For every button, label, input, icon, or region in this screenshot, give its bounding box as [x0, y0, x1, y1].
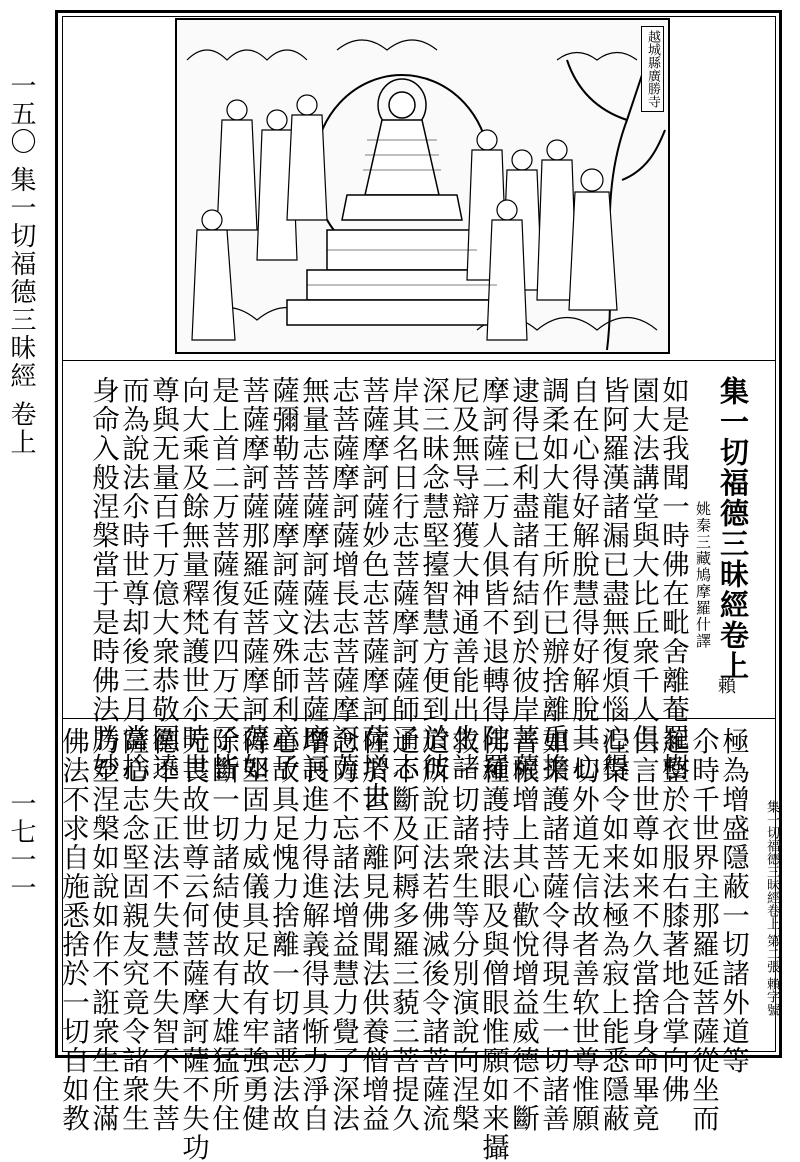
sutra-lower-panel: [57, 727, 749, 1162]
sutra-title: 集一切福德三昧經卷上: [716, 376, 750, 681]
text-column: 念力不忘諸法增益慧力覺了深法: [327, 727, 359, 1133]
margin-title: 一五〇 集一切福德三昧經 卷上: [6, 72, 36, 457]
text-column: 皆阿羅漢諸漏已盡無復煩惱心得: [597, 376, 629, 782]
text-column: 善根增上其心歡悅增益威德不斷: [507, 727, 539, 1133]
translator-credit: 姚秦三藏鳩摩羅什譯: [694, 501, 712, 650]
text-column: 涅槃令如来法極為寂上能悉隱蔽: [597, 727, 629, 1133]
text-column: 乃至涅槃如說如作不誑衆生住滿: [87, 727, 119, 1133]
text-column: 德不失正法不失慧不失智不失菩: [147, 727, 179, 1133]
text-column: 尒時千世界主那羅延菩薩從坐而: [687, 727, 719, 1133]
divider-upper: [63, 360, 775, 361]
text-column: 岸其名日行志菩薩摩訶薩師子志: [387, 376, 419, 782]
text-column: 如是我聞一時佛在毗舍離菴羅樹: [657, 376, 689, 782]
text-column: 無量志菩薩摩訶薩法志菩薩摩訶: [297, 376, 329, 782]
text-column: 園大法講堂與大比丘衆千人俱: [627, 376, 659, 753]
text-column: 是上首二万菩薩復有四万天子皆: [207, 376, 239, 782]
volume-mark: 賴: [718, 676, 736, 697]
text-column: 救一切諸衆生等分別演說向涅槃: [447, 727, 479, 1133]
text-column: 菩薩摩訶薩妙色志菩薩摩訶薩增去: [357, 376, 389, 811]
text-column: 佛法不求自施悉捨於一切自如教: [57, 727, 89, 1133]
text-column: 通不斷及阿耨多羅三藐三菩提久: [387, 727, 419, 1133]
text-column: 自在心得好解脫慧得好解脫其心: [567, 376, 599, 782]
text-column: 得堅固力威儀具足故有牢強勇健: [237, 727, 269, 1133]
text-column: 志菩薩摩訶薩增長志菩薩摩訶薩: [327, 376, 359, 782]
text-column: 增長進力得進解義得具惭力淨自: [297, 727, 329, 1133]
buddha-assembly-icon: [177, 20, 668, 352]
text-column: 摩訶薩二万人俱皆不退轉得陀羅: [477, 376, 509, 782]
text-column: 道所說正法若佛滅後令諸菩薩流: [417, 727, 449, 1133]
text-column: 薩彌勒菩薩摩訶薩文殊師利童子: [267, 376, 299, 782]
text-column: 起整於衣服右膝著地合掌向佛: [657, 727, 689, 1104]
text-column: 除斷一切諸結使故有大雄猛所住: [207, 727, 239, 1133]
text-column: 住於世不離見佛聞法供養僧增益: [357, 727, 389, 1133]
margin-page-number: 一七一一: [6, 790, 36, 902]
text-column: 向大乘及餘無量釋梵護世尒時世: [177, 376, 209, 782]
sutra-upper-panel: [87, 376, 750, 811]
text-column: 調柔如大龍王所作已辦捨離重擔: [537, 376, 569, 782]
text-column: 如来護諸菩薩令得現生一切諸善: [537, 727, 569, 1133]
text-column: 一切外道无信故者善软世尊惟願: [567, 727, 599, 1133]
woodcut-illustration: [175, 18, 670, 354]
text-column: 身命入般涅槃當于是時佛法勝妙: [87, 376, 119, 782]
text-column: 菩薩摩訶薩那羅延菩薩摩訶薩如: [237, 376, 269, 782]
text-column: 極為增盛隱蔽一切諸外道等: [717, 727, 749, 1075]
text-column: 无畏故世尊云何菩薩摩訶薩不失功: [177, 727, 209, 1162]
text-column: 尊與无量百千万億大衆恭敬圍遶: [147, 376, 179, 782]
text-column: 佛種護持法眼及與僧眼惟願如来攝: [477, 727, 509, 1162]
sheet-sidenote: 集一切福德三昧經卷上 第二張 賴字號: [764, 800, 779, 1017]
text-column: 心故具足愧力捨離一切諸恶法故: [267, 727, 299, 1133]
text-column: 薩心志念堅固親友究竟令諸衆生: [117, 727, 149, 1133]
text-column: 尼及無导辯獲大神通善能出生諸: [447, 376, 479, 782]
text-column: 而為說法尒時世尊却後三月當捨: [117, 376, 149, 782]
temple-inscription: 越城縣廣勝寺: [641, 26, 664, 112]
text-column: 逮得已利盡諸有結到於彼岸菩薩: [507, 376, 539, 782]
text-column: 深三昧念慧堅擡智慧方便到於彼: [417, 376, 449, 782]
text-column: 白言世尊如来不久當捨身命畢竟: [627, 727, 659, 1133]
